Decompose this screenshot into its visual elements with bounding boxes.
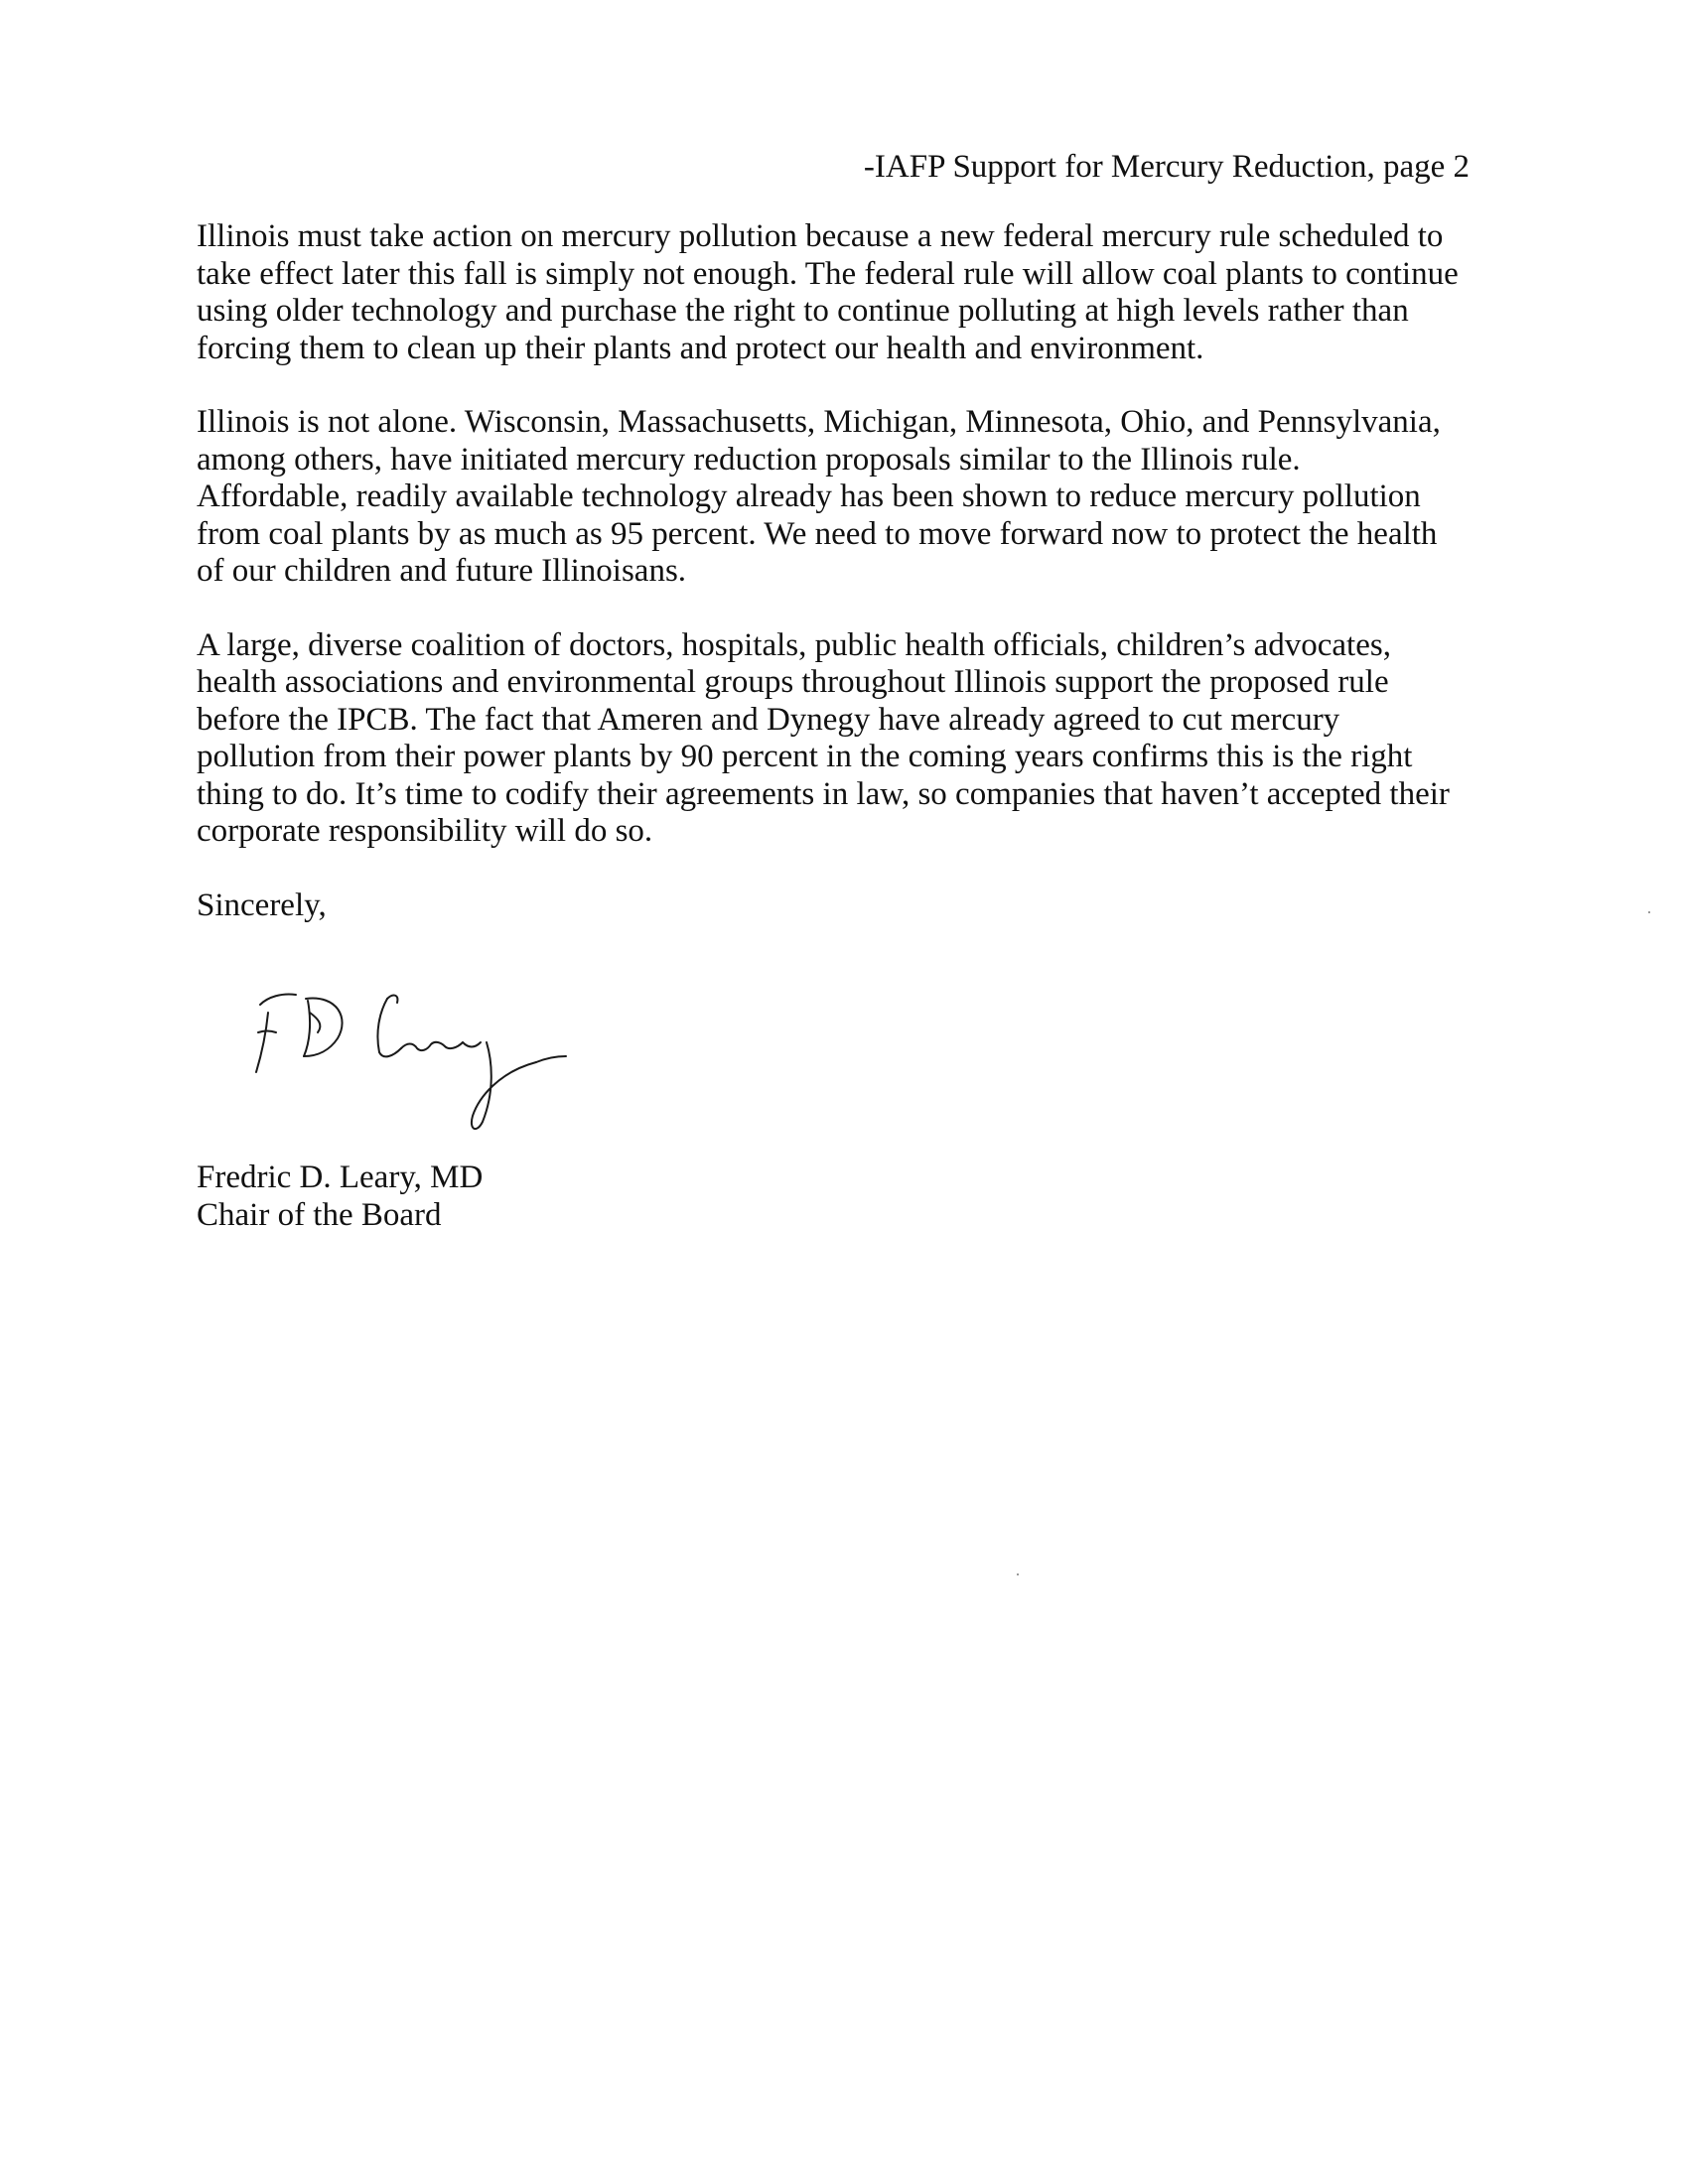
paragraph-line: Illinois is not alone. Wisconsin, Massachusetts, Michigan, Minnesota, Ohio, and Pennsylvania, — [197, 404, 1441, 440]
paragraph-line: among others, have initiated mercury reduction proposals similar to the Illinois rule. — [197, 441, 1301, 478]
paragraph-3 — [197, 627, 1477, 851]
paragraph-line: pollution from their power plants by 90 percent in the coming years confirms this is the right — [197, 739, 1413, 774]
closing-salutation: Sincerely, — [197, 887, 327, 923]
paragraph-line: using older technology and purchase the right to continue polluting at high levels rather than — [197, 293, 1409, 329]
paragraph-line: of our children and future Illinoisans. — [197, 553, 687, 589]
paragraph-line: thing to do. It’s time to codify their agreements in law, so companies that haven’t accepted their — [197, 775, 1450, 812]
paragraph-line: from coal plants by as much as 95 percent. We need to move forward now to protect the health — [197, 515, 1438, 552]
scan-speck — [1017, 1573, 1019, 1575]
paragraph-line: Affordable, readily available technology already has been shown to reduce mercury pollution — [197, 478, 1421, 514]
paragraph-line: corporate responsibility will do so. — [197, 813, 653, 849]
paragraph-line: before the IPCB. The fact that Ameren and Dynegy have already agreed to cut mercury — [197, 701, 1340, 738]
handwritten-signature — [238, 953, 576, 1142]
running-header: -IAFP Support for Mercury Reduction, page 2 — [863, 149, 1470, 185]
paragraph-line: A large, diverse coalition of doctors, hospitals, public health officials, children’s advocates, — [197, 626, 1391, 663]
paragraph-line: Illinois must take action on mercury pollution because a new federal mercury rule scheduled to — [197, 218, 1444, 254]
paragraph-line: take effect later this fall is simply not enough. The federal rule will allow coal plants to continue — [197, 255, 1459, 292]
scan-speck — [1648, 911, 1650, 913]
signer-title: Chair of the Board — [197, 1196, 442, 1233]
letter-body — [197, 218, 1477, 924]
paragraph-line: health associations and environmental groups throughout Illinois support the proposed rule — [197, 664, 1389, 700]
paragraph-2 — [197, 404, 1477, 591]
paragraph-1 — [197, 218, 1477, 367]
signer-name: Fredric D. Leary, MD — [197, 1160, 484, 1195]
signer-block — [197, 1160, 483, 1234]
paragraph-line: forcing them to clean up their plants and protect our health and environment. — [197, 330, 1204, 366]
